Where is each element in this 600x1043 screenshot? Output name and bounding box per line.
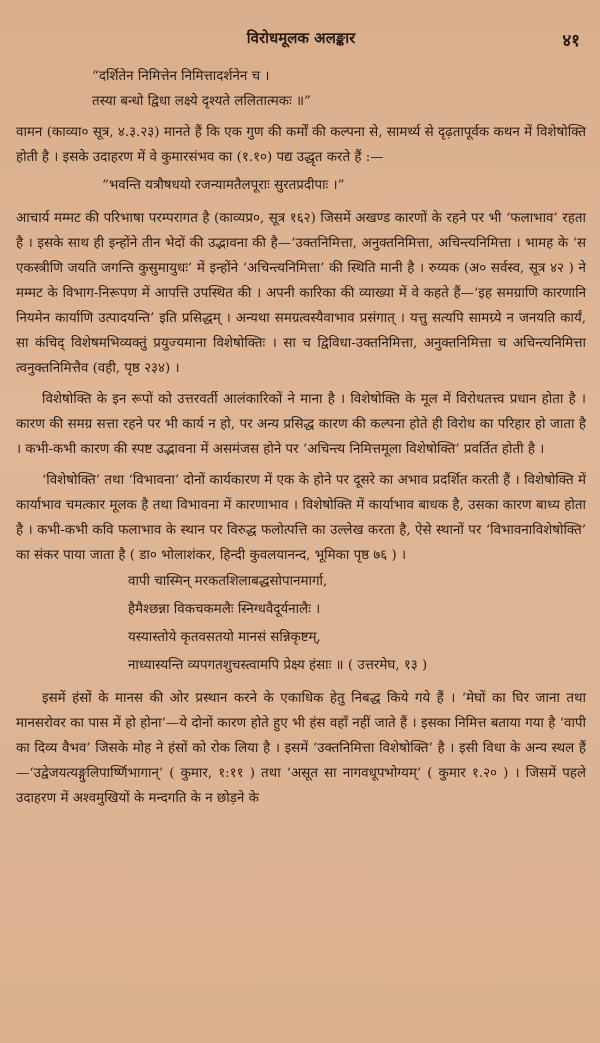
quoted-verse: “भवन्ति यत्रौषधयो रजन्यामतैलपूराः सुरतप्रदीपाः ।”	[102, 178, 345, 193]
paragraph: ‘विशेषोक्ति’ तथा ‘विभावना’ दोनों कार्यकारण में एक के होने पर दूसरे का अभाव प्रदर्शित करती हैं । विशेषोक्ति में कार्याभाव चमत्कार मूलक है तथा विभावना में कारणाभाव । विशेषोक्ति में कार्याभाव बाधक है, उसका कारण बाध्य होता है । कभी-कभी कवि फलाभाव के स्थान पर विरुद्ध फलोत्पत्ति का उल्लेख करता है, ऐसे स्थानों पर ‘विभावनाविशेषोक्ति’ का संकर पाया जाता है ( डा० भोलाशंकर, हिन्दी कुवलयानन्द, भूमिका पृष्ठ ७६ ) ।	[16, 473, 586, 563]
verse-line: नाध्यास्यन्ति व्यपगतशुचस्त्वामपि प्रेक्ष्य हंसाः ॥ ( उत्तरमेघ, १३ )	[128, 658, 428, 673]
karika-line: तस्या बन्धो द्विधा लक्ष्ये दृश्यते ललितात्मकः ॥”	[92, 94, 311, 109]
page-number: ४१	[562, 31, 580, 51]
verse-line: हैमैश्छन्ना विकचकमलैः स्निग्धवैदूर्यनालैः ।	[128, 602, 321, 617]
karika-line: “दर्शितेन निमित्तेन निमित्तादर्शनेन च ।	[92, 69, 270, 84]
paragraph: आचार्य मम्मट की परिभाषा परम्परागत है (काव्यप्र०, सूत्र १६२) जिसमें अखण्ड कारणों के रहने पर भी ‘फलाभाव’ रहता है । इसके साथ ही इन्होंने तीन भेदों की उद्भावना की है—‘उक्तनिमित्ता, अनुक्तनिमित्ता, अचिन्त्यनिमित्ता । भामह के ‘स एकस्त्रीणि जयति जगन्ति कुसुमायुधः’ में इन्होंने ‘अचिन्त्यनिमित्ता’ की स्थिति मानी है । रुय्यक (अ० सर्वस्व, सूत्र ४२ ) ने मम्मट के विभाग-निरूपण में आपत्ति उपस्थित की । अपनी कारिका की व्याख्या में वे कहते हैं—‘इह समग्राणि कारणानि नियमेन कार्याणि उत्पादयन्ति’ इति प्रसिद्धम् । अन्यथा समग्रत्वस्यैवाभाव प्रसंगात् । यत्तु सत्यपि सामग्र्ये न जनयति कार्यं, सा कंचिद् विशेषमभिव्यक्तुं प्रयुज्यमाना विशेषोक्तिः । सा च द्विविधा-उक्तनिमित्ता, अनुक्तनिमित्ता च अचिन्त्यनिमित्ता त्वनुक्तनिमित्तैव (वही, पृष्ठ २३४) ।	[16, 211, 586, 376]
verse-line: यस्यास्तोये कृतवसतयो मानसं सन्निकृष्टम्,	[128, 630, 321, 645]
paragraph: विशेषोक्ति के इन रूपों को उत्तरवर्ती आलंकारिकों ने माना है । विशेषोक्ति के मूल में विरोधतत्त्व प्रधान होता है । कारण की समग्र सत्ता रहने पर भी कार्य न हो, पर अन्य प्रसिद्ध कारण की कल्पना होते ही विरोध का परिहार हो जाता है । कभी-कभी कारण की स्पष्ट उद्भावना में असमंजस होने पर ‘अचिन्त्य निमित्तमूला विशेषोक्ति’ प्रवर्तित होती है ।	[16, 392, 586, 457]
body-text	[16, 64, 586, 811]
running-title: विरोधमूलक अलङ्कार	[246, 29, 356, 47]
page-header	[16, 28, 586, 54]
paragraph: इसमें हंसों के मानस की ओर प्रस्थान करने के एकाधिक हेतु निबद्ध किये गये हैं । ‘मेघों का घिर जाना तथा मानसरोवर का पास में हो होना’—ये दोनों कारण होते हुए भी हंस वहाँ नहीं जाते हैं । इसका निमित्त बताया गया है ‘वापी का दिव्य वैभव’ जिसके मोह ने हंसों को रोक लिया है । इसमें ‘उक्तनिमित्ता विशेषोक्ति’ है । इसी विधा के अन्य स्थल हैं—‘उद्वेजयत्यङ्गुलिपार्ष्णिभागान्’ ( कुमार, १:११ ) तथा ‘असूत सा नागवधूपभोग्यम्’ ( कुमार १.२० ) । जिसमें पहले उदाहरण में अश्वमुखियों के मन्दगति के न छोड़ने के	[16, 691, 586, 806]
paragraph: वामन (काव्या० सूत्र, ४.३.२३) मानते हैं कि एक गुण की कर्मों की कल्पना से, सामर्थ्य से दृढ़तापूर्वक कथन में विशेषोक्ति होती है । इसके उदाहरण में वे कुमारसंभव का (१.१०) पद्य उद्धृत करते हैं :—	[16, 125, 586, 165]
verse-line: वापी चास्मिन् मरकतशिलाबद्धसोपानमार्गा,	[128, 574, 328, 589]
